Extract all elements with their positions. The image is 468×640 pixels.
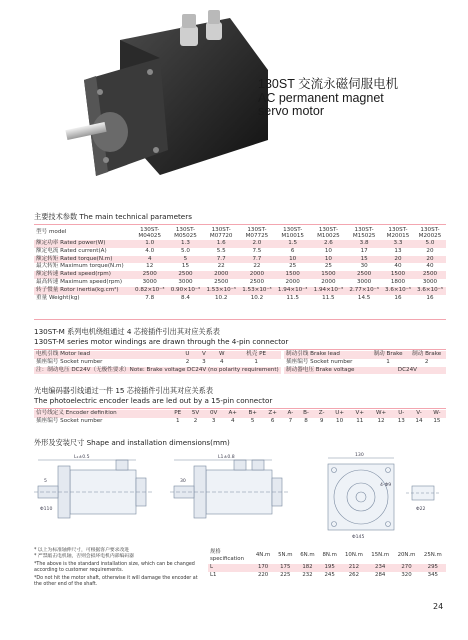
model-prefix: 130ST- (283, 226, 303, 233)
length-l1-value: 220 (252, 572, 274, 580)
length-l-label: L (208, 564, 252, 572)
model-prefix: 130ST- (247, 226, 267, 233)
rule-wiring-top (34, 349, 446, 350)
spec-cell: 5.0 (168, 248, 204, 256)
model-header (275, 226, 311, 240)
spec-value: 20N.m (393, 548, 419, 564)
encoder-signal-cell: B+ (243, 410, 263, 418)
model-suffix: M05025 (174, 233, 197, 239)
specs-row (34, 287, 446, 295)
spec-cell: 5.0 (414, 240, 446, 248)
length-l1-value: 245 (319, 572, 341, 580)
model-suffix: M10025 (317, 233, 340, 239)
spec-cell: 2000 (311, 279, 347, 287)
encoder-socket-cell: 10 (329, 418, 349, 426)
brake-socket-cell: 1 (369, 359, 408, 367)
spec-cell: 3.6×10⁻³ (382, 287, 414, 295)
spec-cell: 1.94×10⁻³ (275, 287, 311, 295)
spec-cell: 2500 (414, 271, 446, 279)
rule-encoder-top (34, 408, 446, 409)
specs-header-row (34, 226, 446, 240)
brake-lead-cell: 制动 Brake (369, 351, 408, 359)
dim-label-l: L₁±0.5 (74, 455, 90, 460)
motor-socket-cell: 3 (196, 359, 212, 367)
spec-cell: 14.5 (346, 295, 382, 303)
spec-cell: 3000 (132, 279, 168, 287)
spec-row-label: 最高转速 Maximum speed(rpm) (34, 279, 132, 287)
spec-cell: 1800 (382, 279, 414, 287)
spec-cell: 5 (168, 256, 204, 264)
spec-cell: 1.5 (275, 240, 311, 248)
motor-socket-cell: 4 (212, 359, 232, 367)
spec-value: 8N.m (319, 548, 341, 564)
model-header (346, 226, 382, 240)
spec-cell: 20 (382, 256, 414, 264)
motor-note-row (34, 367, 281, 375)
spec-cell: 7.8 (132, 295, 168, 303)
encoder-socket-cell: 2 (186, 418, 204, 426)
spec-cell: 8.4 (168, 295, 204, 303)
spec-cell: 2.77×10⁻³ (346, 287, 382, 295)
spec-cell: 1500 (275, 271, 311, 279)
title-cn: 130ST 交流永磁伺服电机 (258, 77, 399, 91)
spec-cell: 15 (168, 263, 204, 271)
spec-cell: 2000 (275, 279, 311, 287)
title-en-line1: AC permanent magnet (258, 90, 384, 105)
brake-voltage-value: DC24V (369, 367, 446, 375)
spec-cell: 3.6×10⁻³ (414, 287, 446, 295)
spec-value: 25N.m (420, 548, 446, 564)
spec-cell: 22 (203, 263, 239, 271)
encoder-socket-cell: 9 (314, 418, 330, 426)
model-header (168, 226, 204, 240)
specs-row (34, 279, 446, 287)
length-l1-value: 262 (341, 572, 367, 580)
motor-socket-row (34, 359, 281, 367)
spec-cell: 10.2 (239, 295, 275, 303)
length-l-value: 175 (274, 564, 296, 572)
dimension-notes (34, 548, 204, 588)
dim-label-22: Φ22 (416, 507, 426, 512)
encoder-socket-cell: 13 (392, 418, 410, 426)
encoder-signal-cell: V+ (350, 410, 370, 418)
rule-specs-bottom (34, 319, 446, 320)
encoder-signal-cell: Z+ (263, 410, 283, 418)
model-suffix: M20015 (386, 233, 410, 239)
length-l-value: 182 (296, 564, 318, 572)
specs-row (34, 295, 446, 303)
spec-cell: 3000 (414, 279, 446, 287)
encoder-heading-cn: 光电编码器引线通过一件 15 芯接插件引出其对应关系表 (34, 386, 214, 395)
length-l-value: 234 (367, 564, 393, 572)
spec-cell: 4.0 (132, 248, 168, 256)
spec-cell: 1500 (311, 271, 347, 279)
spec-row-label: 额定功率 Rated power(W) (34, 240, 132, 248)
specs-row (34, 248, 446, 256)
model-prefix: 130ST- (175, 226, 196, 233)
brake-note: 注：制动电压 DC24V（无极性要求）Note: Brake voltage DC24V (no polarity requirement) (36, 366, 279, 373)
motor-lead-table (34, 351, 281, 374)
model-prefix: 130ST- (420, 226, 440, 233)
spec-value: 6N.m (296, 548, 318, 564)
length-l1-value: 345 (420, 572, 446, 580)
spec-cell: 11.5 (311, 295, 347, 303)
spec-cell: 1500 (382, 271, 414, 279)
model-suffix: M07725 (245, 233, 269, 239)
encoder-signal-cell: B- (298, 410, 314, 418)
model-prefix: 130ST- (388, 226, 408, 233)
spec-cell: 4 (132, 256, 168, 264)
spec-cell: 13 (382, 248, 414, 256)
encoder-signal-row (34, 410, 446, 418)
motor-socket-cell: 1 (232, 359, 281, 367)
dimensions-heading: 外形及安装尺寸 Shape and installation dimensions(mm) (34, 438, 230, 447)
encoder-socket-cell: 1 (169, 418, 186, 426)
specs-row (34, 240, 446, 248)
encoder-signal-cell: PE (169, 410, 186, 418)
dimension-drawing (34, 452, 446, 544)
spec-cell: 3000 (346, 279, 382, 287)
spec-cell: 2000 (239, 271, 275, 279)
spec-row-label: 转子惯量 Rotor inertia(kg.cm²) (34, 287, 132, 295)
spec-cell: 1.53×10⁻³ (239, 287, 275, 295)
motor-wiring-heading-en: 130ST-M series motor windings are drawn through the 4-pin connector (34, 337, 289, 346)
model-header (382, 226, 414, 240)
spec-cell: 10 (311, 256, 347, 264)
dim-label-key: 5 (44, 479, 47, 484)
specs-table (34, 226, 446, 302)
model-label: 型号 model (34, 226, 132, 240)
spec-label: 规格 specification (208, 548, 252, 564)
length-l-value: 295 (420, 564, 446, 572)
spec-value: 15N.m (367, 548, 393, 564)
spec-cell: 20 (414, 256, 446, 264)
brake-voltage-row (284, 367, 446, 375)
brake-socket-row (284, 359, 446, 367)
dim-label-110: Φ110 (40, 507, 53, 512)
spec-cell: 0.82×10⁻³ (132, 287, 168, 295)
spec-cell: 7.5 (239, 248, 275, 256)
specs-row (34, 271, 446, 279)
spec-cell: 2500 (132, 271, 168, 279)
model-suffix: M20025 (418, 233, 442, 239)
note-line: *The above is the standard installation size, which can be changed according to customer requirements. (34, 562, 195, 573)
brake-voltage-label: 制动器电压 Brake voltage (284, 367, 369, 375)
note-line: * 以上为标准轴伸尺寸，可根据客户要求改进 (34, 548, 130, 553)
spec-row (208, 548, 446, 564)
brake-table (284, 351, 446, 374)
hero-area (0, 0, 468, 200)
spec-cell: 1.53×10⁻³ (203, 287, 239, 295)
dim-label-holes: 4-Φ9 (380, 483, 392, 488)
spec-cell: 1.3 (168, 240, 204, 248)
encoder-signal-cell: 0V (205, 410, 223, 418)
brake-lead-cell: 制动 Brake (407, 351, 446, 359)
spec-cell: 3.8 (346, 240, 382, 248)
spec-cell: 22 (239, 263, 275, 271)
spec-row-label: 重量 Weight(kg) (34, 295, 132, 303)
encoder-socket-cell: 5 (243, 418, 263, 426)
motor-wiring-heading-cn: 130ST-M 系列电机绕组通过 4 芯接插件引出其对应关系表 (34, 327, 220, 336)
spec-cell: 20 (414, 248, 446, 256)
spec-cell: 12 (132, 263, 168, 271)
spec-cell: 5.5 (203, 248, 239, 256)
model-header (311, 226, 347, 240)
dim-label-l1: L1±0.8 (218, 455, 235, 460)
brake-lead-row (284, 351, 446, 359)
length-l1-value: 225 (274, 572, 296, 580)
model-header (239, 226, 275, 240)
spec-cell: 1.6 (203, 240, 239, 248)
spec-cell: 7.7 (239, 256, 275, 264)
model-prefix: 130ST- (140, 226, 160, 233)
title-en-line2: servo motor (258, 104, 324, 118)
encoder-signal-cell: 5V (186, 410, 204, 418)
encoder-socket-cell: 6 (263, 418, 283, 426)
length-l-value: 212 (341, 564, 367, 572)
encoder-signal-cell: V- (410, 410, 428, 418)
spec-cell: 3.3 (382, 240, 414, 248)
length-l-value: 195 (319, 564, 341, 572)
encoder-socket-label: 插座编号 Socket number (34, 418, 169, 426)
motor-lead-cell: 机壳 PE (232, 351, 281, 359)
motor-socket-label: 插座编号 Socket number (34, 359, 179, 367)
brake-socket-cell: 2 (407, 359, 446, 367)
spec-row-label: 额定转矩 Rated torque(N.m) (34, 256, 132, 264)
spec-cell: 10.2 (203, 295, 239, 303)
motor-lead-cell: V (196, 351, 212, 359)
spec-cell: 2.6 (311, 240, 347, 248)
encoder-socket-cell: 14 (410, 418, 428, 426)
spec-cell: 2500 (346, 271, 382, 279)
spec-cell: 16 (414, 295, 446, 303)
spec-cell: 2500 (168, 271, 204, 279)
length-l1-value: 232 (296, 572, 318, 580)
length-table (208, 548, 446, 580)
model-suffix: M15025 (352, 233, 376, 239)
model-prefix: 130ST- (354, 226, 374, 233)
spec-value: 5N.m (274, 548, 296, 564)
spec-cell: 1.0 (132, 240, 168, 248)
spec-row-label: 额定电流 Rated current(A) (34, 248, 132, 256)
encoder-socket-cell: 7 (283, 418, 299, 426)
spec-cell: 0.90×10⁻³ (168, 287, 204, 295)
dim-label-30: 30 (180, 479, 186, 484)
motor-lead-label: 电机引线 Motor lead (34, 351, 179, 359)
length-l-value: 270 (393, 564, 419, 572)
motor-lead-cell: W (212, 351, 232, 359)
spec-cell: 25 (311, 263, 347, 271)
model-suffix: M10015 (281, 233, 304, 239)
spec-row-label: 最大转矩 Maximum torque(N.m) (34, 263, 132, 271)
length-l1-value: 320 (393, 572, 419, 580)
spec-cell: 2500 (239, 279, 275, 287)
length-l1-label: L1 (208, 572, 252, 580)
note-line: *Do not hit the motor shaft, otherwise it will damage the encoder at the other end of the shaft. (34, 576, 198, 587)
model-prefix: 130ST- (211, 226, 231, 233)
model-header (132, 226, 168, 240)
encoder-heading-en: The photoelectric encoder leads are led out by a 15-pin connector (34, 396, 273, 405)
brake-lead-label: 制动引线 Brake lead (284, 351, 369, 359)
length-l-row (208, 564, 446, 572)
encoder-signal-cell: W+ (370, 410, 393, 418)
spec-cell: 2.0 (239, 240, 275, 248)
spec-cell: 17 (346, 248, 382, 256)
spec-cell: 25 (275, 263, 311, 271)
encoder-signal-cell: A+ (223, 410, 243, 418)
length-l1-row (208, 572, 446, 580)
spec-cell: 10 (275, 256, 311, 264)
spec-cell: 1.94×10⁻³ (311, 287, 347, 295)
specs-heading: 主要技术参数 The main technical parameters (34, 212, 192, 221)
motor-lead-cell: U (179, 351, 196, 359)
dim-label-130: 130 (355, 453, 364, 458)
encoder-table (34, 410, 446, 426)
length-l-value: 170 (252, 564, 274, 572)
note-line: * 严禁敲击电机轴，否则会损坏电机内部编码器 (34, 554, 134, 559)
encoder-socket-cell: 11 (350, 418, 370, 426)
spec-cell: 2000 (203, 271, 239, 279)
spec-cell: 3000 (168, 279, 204, 287)
model-header (203, 226, 239, 240)
encoder-socket-cell: 12 (370, 418, 393, 426)
spec-cell: 40 (414, 263, 446, 271)
spec-cell: 7.7 (203, 256, 239, 264)
encoder-signal-cell: A- (283, 410, 299, 418)
encoder-signal-cell: U+ (329, 410, 349, 418)
spec-cell: 11.5 (275, 295, 311, 303)
model-suffix: M07720 (209, 233, 233, 239)
spec-row-label: 额定转速 Rated speed(rpm) (34, 271, 132, 279)
spec-cell: 2500 (203, 279, 239, 287)
spec-value: 10N.m (341, 548, 367, 564)
spec-cell: 6 (275, 248, 311, 256)
product-title (258, 78, 398, 119)
encoder-signal-cell: U- (392, 410, 410, 418)
encoder-socket-cell: 4 (223, 418, 243, 426)
spec-cell: 16 (382, 295, 414, 303)
spec-value: 4N.m (252, 548, 274, 564)
model-header (414, 226, 446, 240)
encoder-socket-cell: 15 (428, 418, 446, 426)
brake-socket-label: 插座编号 Socket number (284, 359, 369, 367)
spec-cell: 15 (346, 256, 382, 264)
encoder-socket-row (34, 418, 446, 426)
motor-lead-row (34, 351, 281, 359)
spec-cell: 10 (311, 248, 347, 256)
length-l1-value: 284 (367, 572, 393, 580)
rule-top (34, 224, 446, 225)
spec-cell: 30 (346, 263, 382, 271)
dim-label-145: Φ145 (352, 535, 365, 540)
model-prefix: 130ST- (318, 226, 338, 233)
encoder-signal-cell: W- (428, 410, 446, 418)
encoder-signal-label: 信号线定义 Encoder definition (34, 410, 169, 418)
model-suffix: M04025 (138, 233, 162, 239)
encoder-socket-cell: 3 (205, 418, 223, 426)
spec-cell: 40 (382, 263, 414, 271)
encoder-socket-cell: 8 (298, 418, 314, 426)
encoder-signal-cell: Z- (314, 410, 330, 418)
page-number: 24 (433, 602, 444, 611)
motor-socket-cell: 2 (179, 359, 196, 367)
